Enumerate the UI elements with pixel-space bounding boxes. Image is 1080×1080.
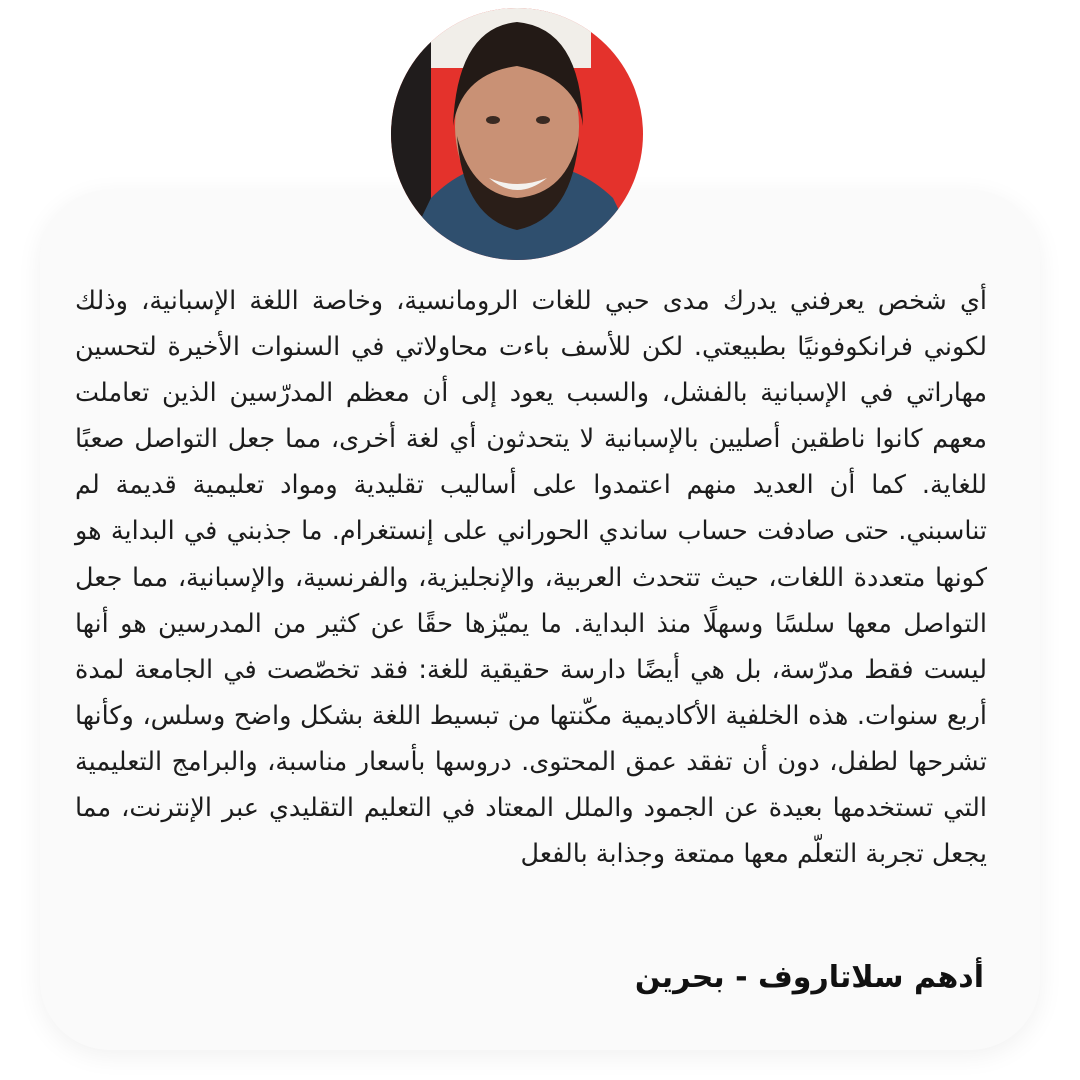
person-photo-icon	[391, 8, 643, 260]
avatar	[391, 8, 643, 260]
testimonial-author: أدهم سلاتاروف - بحرين	[634, 960, 984, 995]
testimonial-text: أي شخص يعرفني يدرك مدى حبي للغات الرومانسية، وخاصة اللغة الإسبانية، وذلك لكوني فرانكوفونيًا بطبيعتي. لكن للأسف باءت محاولاتي في السنوات الأخيرة لتحسين مهاراتي في الإسبانية بالفشل، والسبب يعود إلى أن معظم المدرّسين الذين تعاملت معهم كانوا ناطقين أصليين بالإسبانية لا يتحدثون أي لغة أخرى، مما جعل التواصل صعبًا للغاية. كما أن العديد منهم اعتمدوا على أساليب تقليدية ومواد تعليمية قديمة لم تناسبني. حتى صادفت حساب ساندي الحوراني على إنستغرام. ما جذبني في البداية هو كونها متعددة اللغات، حيث تتحدث العربية، والإنجليزية، والفرنسية، والإسبانية، مما جعل التواصل معها سلسًا وسهلًا منذ البداية. ما يميّزها حقًا عن كثير من المدرسين هو أنها ليست فقط مدرّسة، بل هي أيضًا دارسة حقيقية للغة: فقد تخصّصت في الجامعة لمدة أربع سنوات. هذه الخلفية الأكاديمية مكّنتها من تبسيط اللغة بشكل واضح وسلس، وكأنها تشرحها لطفل، دون أن تفقد عمق المحتوى. دروسها بأسعار مناسبة، والبرامج التعليمية التي تستخدمها بعيدة عن الجمود والملل المعتاد في التعليم التقليدي عبر الإنترنت، مما يجعل تجربة التعلّم معها ممتعة وجذابة بالفعل	[75, 286, 987, 870]
